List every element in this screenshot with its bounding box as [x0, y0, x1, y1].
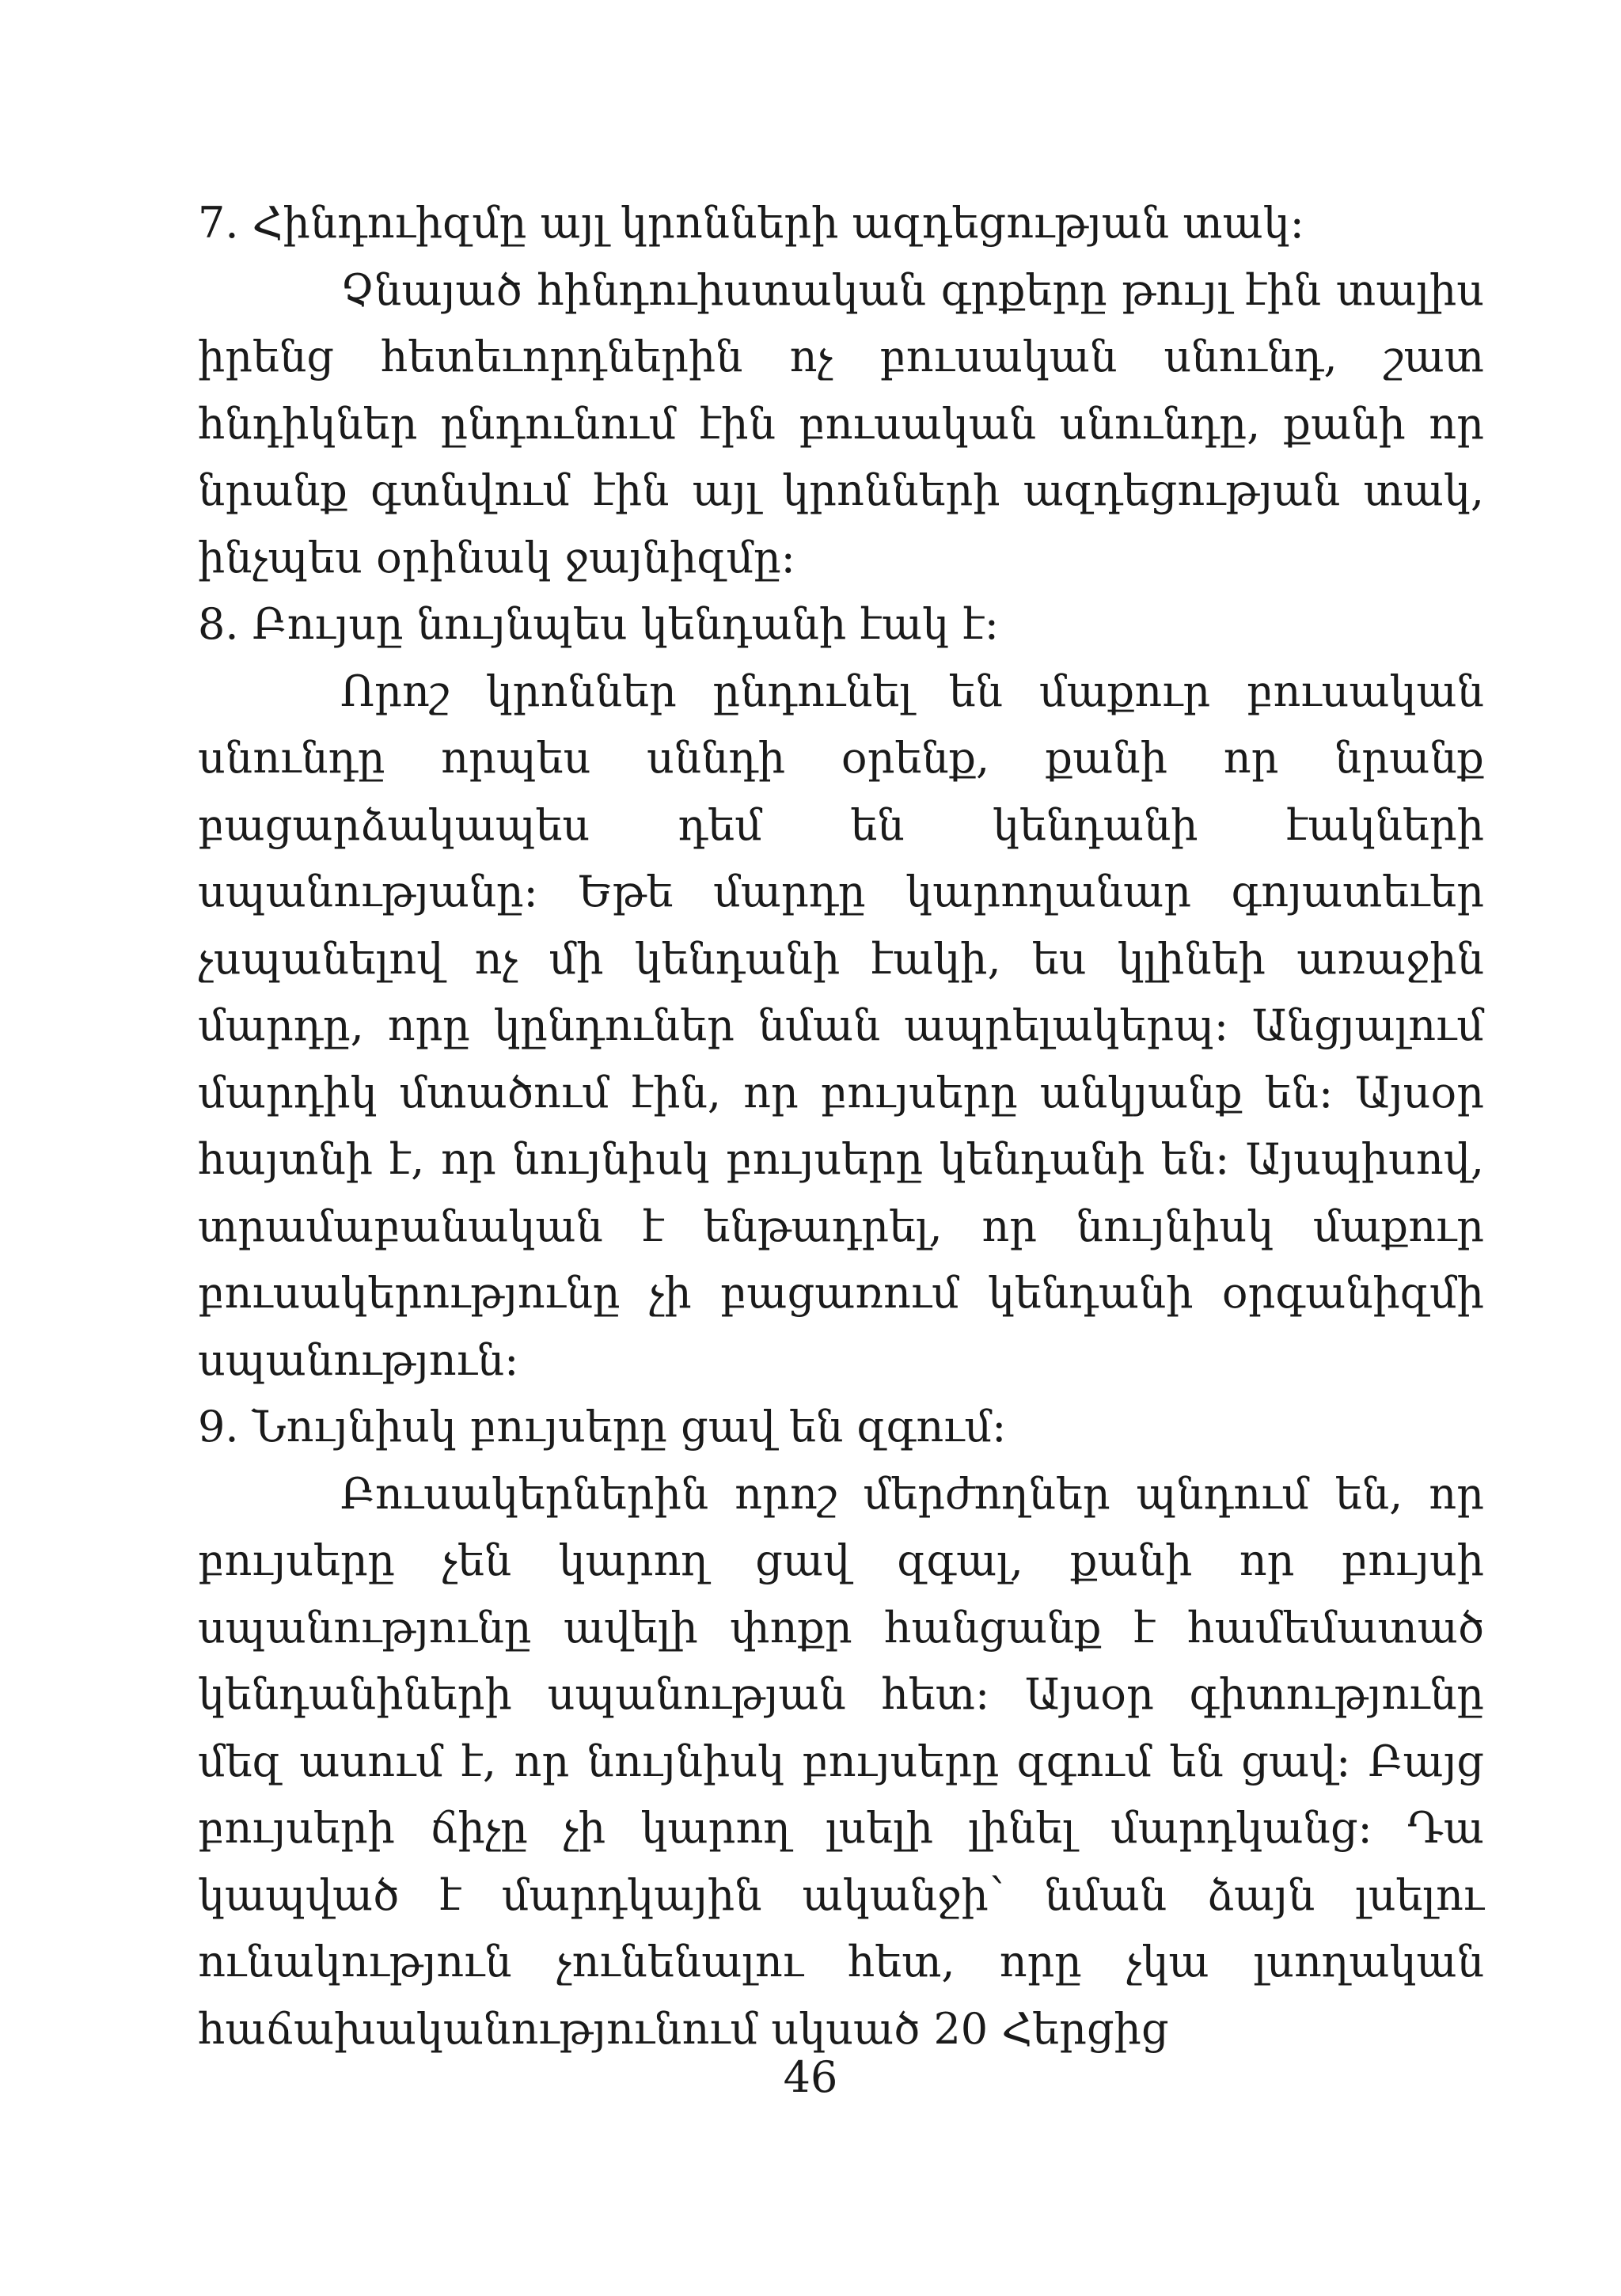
section-paragraph-7: Չնայած հինդուիստական գրքերը թույլ էին տալիս իրենց հետեւորդներին ոչ բուսական սնունդ, շատ հնդիկներ ընդունում էին բուսական սնունդը, քանի որ նրանք գտնվում էին այլ կրոնների ազդեցության տակ, ինչպես օրինակ ջայնիզմը: [198, 264, 1484, 583]
section-heading-9: 9. Նույնիսկ բույսերը ցավ են զգում: [198, 1402, 1007, 1452]
section-paragraph-8: Որոշ կրոններ ընդունել են մաքուր բուսական սնունդը որպես սննդի օրենք, քանի որ նրանք բացարձակապես դեմ են կենդանի էակների սպանությանը: Եթե մարդը կարողանար գոյատեւեր չսպանելով ոչ մի կենդանի էակի, ես կլինեի առաջին մարդը, որը կընդուներ նման ապրելակերպ: Անցյալում մարդիկ մտածում էին, որ բույսերը անկյանք են: Այսօր հայտնի է, որ նույնիսկ բույսերը կենդանի են: Այսպիսով, տրամաբանական է ենթադրել, որ նույնիսկ մաքուր բուսակերությունը չի բացառում կենդանի օրգանիզմի սպանություն: [198, 666, 1484, 1385]
page-number: 46 [783, 2052, 838, 2102]
section-heading-8: 8. Բույսը նույնպես կենդանի էակ է: [198, 599, 999, 649]
section-heading-7: 7. Հինդուիզմը այլ կրոնների ազդեցության տակ: [198, 198, 1304, 248]
page-body [198, 190, 1484, 2063]
section-paragraph-9: Բուսակերներին որոշ մերժողներ պնդում են, որ բույսերը չեն կարող ցավ զգալ, քանի որ բույսի սպանությունը ավելի փոքր հանցանք է համեմատած կենդանիների սպանության հետ: Այսօր գիտությունը մեզ ասում է, որ նույնիսկ բույսերը զգում են ցավ: Բայց բույսերի ճիչը չի կարող լսելի լինել մարդկանց: Դա կապված է մարդկային ականջի՝ նման ձայն լսելու ունակություն չունենալու հետ, որը չկա լսողական հաճախականությունում սկսած 20 Հերցից [198, 1468, 1484, 2054]
